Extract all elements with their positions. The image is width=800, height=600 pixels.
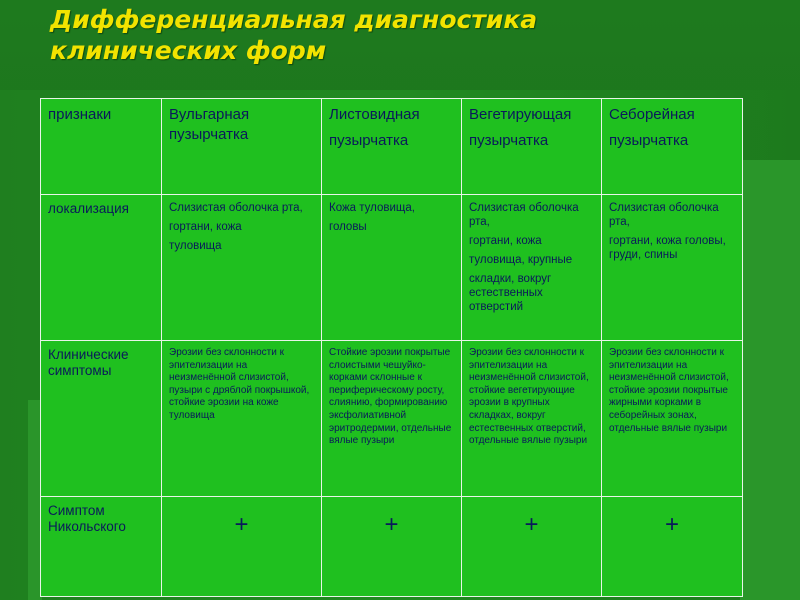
header-foliaceus-l1: Листовидная xyxy=(329,106,420,123)
localization-foliaceus xyxy=(322,195,462,341)
header-seborrheic-l1: Себорейная xyxy=(609,106,695,123)
header-vegetans-l2: пузырчатка xyxy=(469,132,549,149)
header-seborrheic-l2: пузырчатка xyxy=(609,132,689,149)
nikolsky-foliaceus-plus: + xyxy=(384,511,399,538)
nikolsky-label: Симптом Никольского xyxy=(41,497,162,597)
localization-vulgaris-line-3: туловища xyxy=(169,240,222,252)
localization-seborrheic-line-1: Слизистая оболочка рта, xyxy=(609,202,719,228)
localization-vulgaris-line-1: Слизистая оболочка рта, xyxy=(169,202,303,214)
symptoms-vegetans: Эрозии без склонности к эпителизации на неизменённой слизистой, стойкие вегетирующие эрозии в крупных складках, вокруг естественных отверстий, отдельные вялые пузыри xyxy=(462,341,602,497)
localization-vegetans-line-1: Слизистая оболочка рта, xyxy=(469,202,579,228)
symptoms-seborrheic: Эрозии без склонности к эпителизации на неизменённой слизистой, стойкие эрозии покрытые жирными корками в себорейных зонах, отдельные вялые пузыри xyxy=(602,341,743,497)
header-feature-label: признаки xyxy=(48,106,112,123)
header-vulgaris xyxy=(162,99,322,195)
symptoms-row xyxy=(41,341,743,497)
nikolsky-row xyxy=(41,497,743,597)
header-foliaceus xyxy=(322,99,462,195)
header-vegetans xyxy=(462,99,602,195)
localization-foliaceus-line-2: головы xyxy=(329,221,367,233)
symptoms-label: Клинические симптомы xyxy=(41,341,162,497)
nikolsky-vegetans-plus: + xyxy=(524,511,539,538)
header-row xyxy=(41,99,743,195)
localization-seborrheic xyxy=(602,195,743,341)
localization-vulgaris-line-2: гортани, кожа xyxy=(169,221,242,233)
header-foliaceus-l2: пузырчатка xyxy=(329,132,409,149)
localization-vegetans-line-3: туловища, крупные xyxy=(469,254,573,266)
localization-vulgaris xyxy=(162,195,322,341)
localization-foliaceus-line-1: Кожа туловища, xyxy=(329,202,415,214)
symptoms-vulgaris: Эрозии без склонности к эпителизации на неизменённой слизистой, пузыри с дряблой покрышкой, стойкие эрозии на коже туловища xyxy=(162,341,322,497)
nikolsky-seborrheic-plus: + xyxy=(664,511,679,538)
header-vulgaris-l1: Вульгарная xyxy=(169,106,250,123)
nikolsky-vegetans xyxy=(462,497,602,597)
slide-title xyxy=(50,4,750,66)
nikolsky-vulgaris-plus: + xyxy=(234,511,249,538)
header-vegetans-l1: Вегетирующая xyxy=(469,106,572,123)
localization-seborrheic-line-2: гортани, кожа головы, груди, спины xyxy=(609,235,726,261)
nikolsky-foliaceus xyxy=(322,497,462,597)
nikolsky-seborrheic xyxy=(602,497,743,597)
localization-vegetans-line-4: складки, вокруг естественных отверстий xyxy=(469,273,552,313)
nikolsky-vulgaris xyxy=(162,497,322,597)
background-stripe-right xyxy=(740,160,800,600)
header-seborrheic xyxy=(602,99,743,195)
localization-vegetans-line-2: гортани, кожа xyxy=(469,235,542,247)
title-line-1: Дифференциальная диагностика xyxy=(50,5,538,34)
localization-vegetans xyxy=(462,195,602,341)
title-line-2: клинических форм xyxy=(50,36,327,65)
header-vulgaris-l2: пузырчатка xyxy=(169,126,249,143)
localization-label: локализация xyxy=(41,195,162,341)
localization-row xyxy=(41,195,743,341)
header-feature xyxy=(41,99,162,195)
diagnosis-table xyxy=(40,98,743,597)
symptoms-foliaceus: Стойкие эрозии покрытые слоистыми чешуйко-корками склонные к периферическому росту, слиянию, формированию эксфолиативной эритродермии, отдельные вялые пузыри xyxy=(322,341,462,497)
